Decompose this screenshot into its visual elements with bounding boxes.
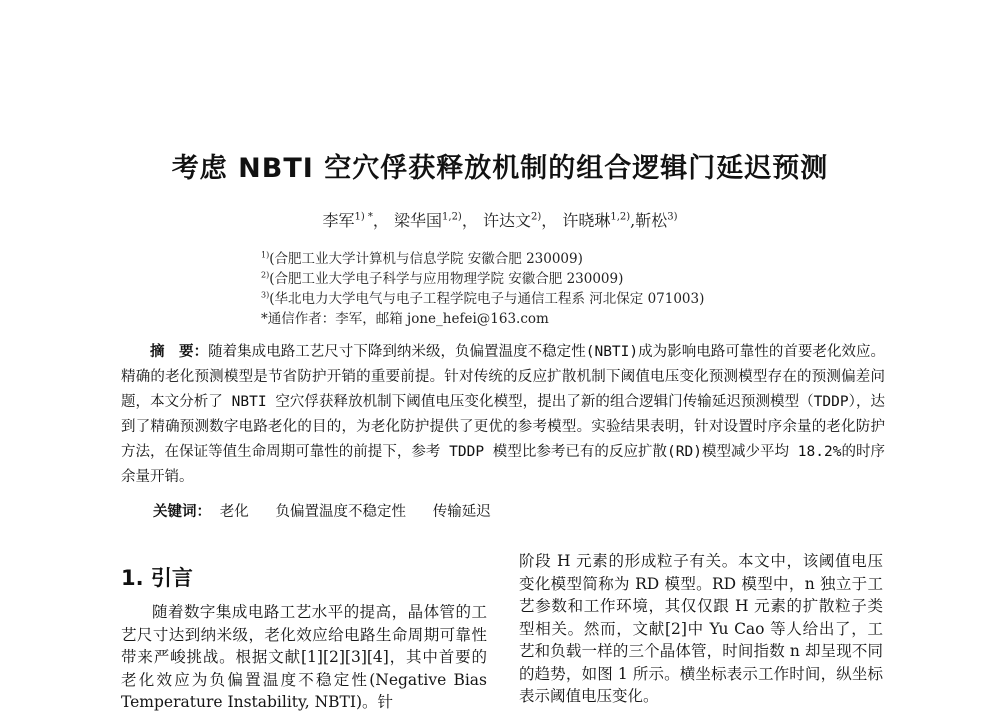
body-text-right-column: 阶段 H 元素的形成粒子有关。本文中，该阈值电压变化模型简称为 RD 模型。RD 模型中，n 独立于工艺参数和工作环境，其仅仅跟 H 元素的扩散粒子类型相关。然而，文献[2]中 Yu Cao 等人给出了，工艺和负载一样的三个晶体管，时间指数 n 却呈现不同的趋势，如图 1 所示。横坐标表示工作时间，纵坐标表示阈值电压变化。: [519, 552, 883, 705]
keyword: 老化: [219, 504, 249, 520]
author-separator: ，: [541, 211, 558, 230]
author-affil-mark: 1,2): [442, 211, 462, 223]
affiliation-line: [261, 287, 704, 307]
author-affil-mark: 2): [530, 211, 542, 223]
affiliation-line: [261, 247, 583, 267]
abstract: [121, 340, 885, 490]
author-name: 梁华国: [394, 211, 443, 230]
keyword: 传输延迟: [432, 504, 491, 520]
affiliation-mark: 2): [261, 270, 270, 280]
keyword: 负偏置温度不稳定性: [275, 504, 406, 520]
affiliation-mark: 1): [261, 250, 270, 260]
author-name: 李军: [322, 211, 355, 230]
author-name: 许晓琳: [562, 211, 611, 230]
keywords-label: 关键词：: [153, 504, 211, 520]
affiliation-text: *通信作者：李军，邮箱 jone_hefei@163.com: [261, 311, 549, 327]
paper-title: 考虑 NBTI 空穴俘获释放机制的组合逻辑门延迟预测: [171, 153, 829, 184]
author-affil-mark: 1) *: [354, 211, 373, 223]
affiliation-text: (华北电力大学电气与电子工程学院电子与通信工程系 河北保定 071003): [269, 291, 705, 307]
author-name: 靳松: [635, 211, 668, 230]
author-affil-mark: 3): [667, 211, 678, 223]
author-list: 李军$^{1) *}$， 梁华国$^{1,2)}$， 许达文$^{2)}$， 许晓琳$^{1,2)}$,靳松$^{3)}$: [322, 211, 678, 230]
affiliation-text: (合肥工业大学计算机与信息学院 安徽合肥 230009): [269, 251, 583, 267]
author-separator: ，: [372, 211, 389, 230]
abstract-text: 随着集成电路工艺尺寸下降到纳米级，负偏置温度不稳定性(NBTI)成为影响电路可靠性的首要老化效应。精确的老化预测模型是节省防护开销的重要前提。针对传统的反应扩散机制下阈值电压变化预测模型存在的预测偏差问题，本文分析了 NBTI 空穴俘获释放机制下阈值电压变化模型，提出了新的组合逻辑门传输延迟预测模型（TDDP），达到了精确预测数字电路老化的目的，为老化防护提供了更优的参考模型。实验结果表明，针对设置时序余量的老化防护方法，在保证等值生命周期可靠性的前提下，参考 TDDP 模型比参考已有的反应扩散(RD)模型减少平均 18.2%的时序余量开销。: [121, 344, 886, 485]
author-name: 许达文: [482, 211, 531, 230]
affiliation-mark: 3): [261, 290, 270, 300]
corresponding-author: [261, 307, 549, 327]
affiliation-line: [261, 267, 623, 287]
abstract-label: 摘 要：: [150, 344, 209, 360]
keywords: [153, 500, 509, 521]
section-heading: 1. 引言: [121, 566, 193, 590]
author-separator: ，: [461, 211, 478, 230]
author-affil-mark: 1,2): [610, 211, 631, 223]
affiliation-text: (合肥工业大学电子科学与应用物理学院 安徽合肥 230009): [269, 271, 624, 287]
body-text-left-column: 随着数字集成电路工艺水平的提高，晶体管的工艺尺寸达到纳米级，老化效应给电路生命周期可靠性带来严峻挑战。根据文献[1][2][3][4]，其中首要的老化效应为负偏置温度不稳定性(Negative Bias Temperature Instability, NBTI)。针: [121, 603, 487, 711]
